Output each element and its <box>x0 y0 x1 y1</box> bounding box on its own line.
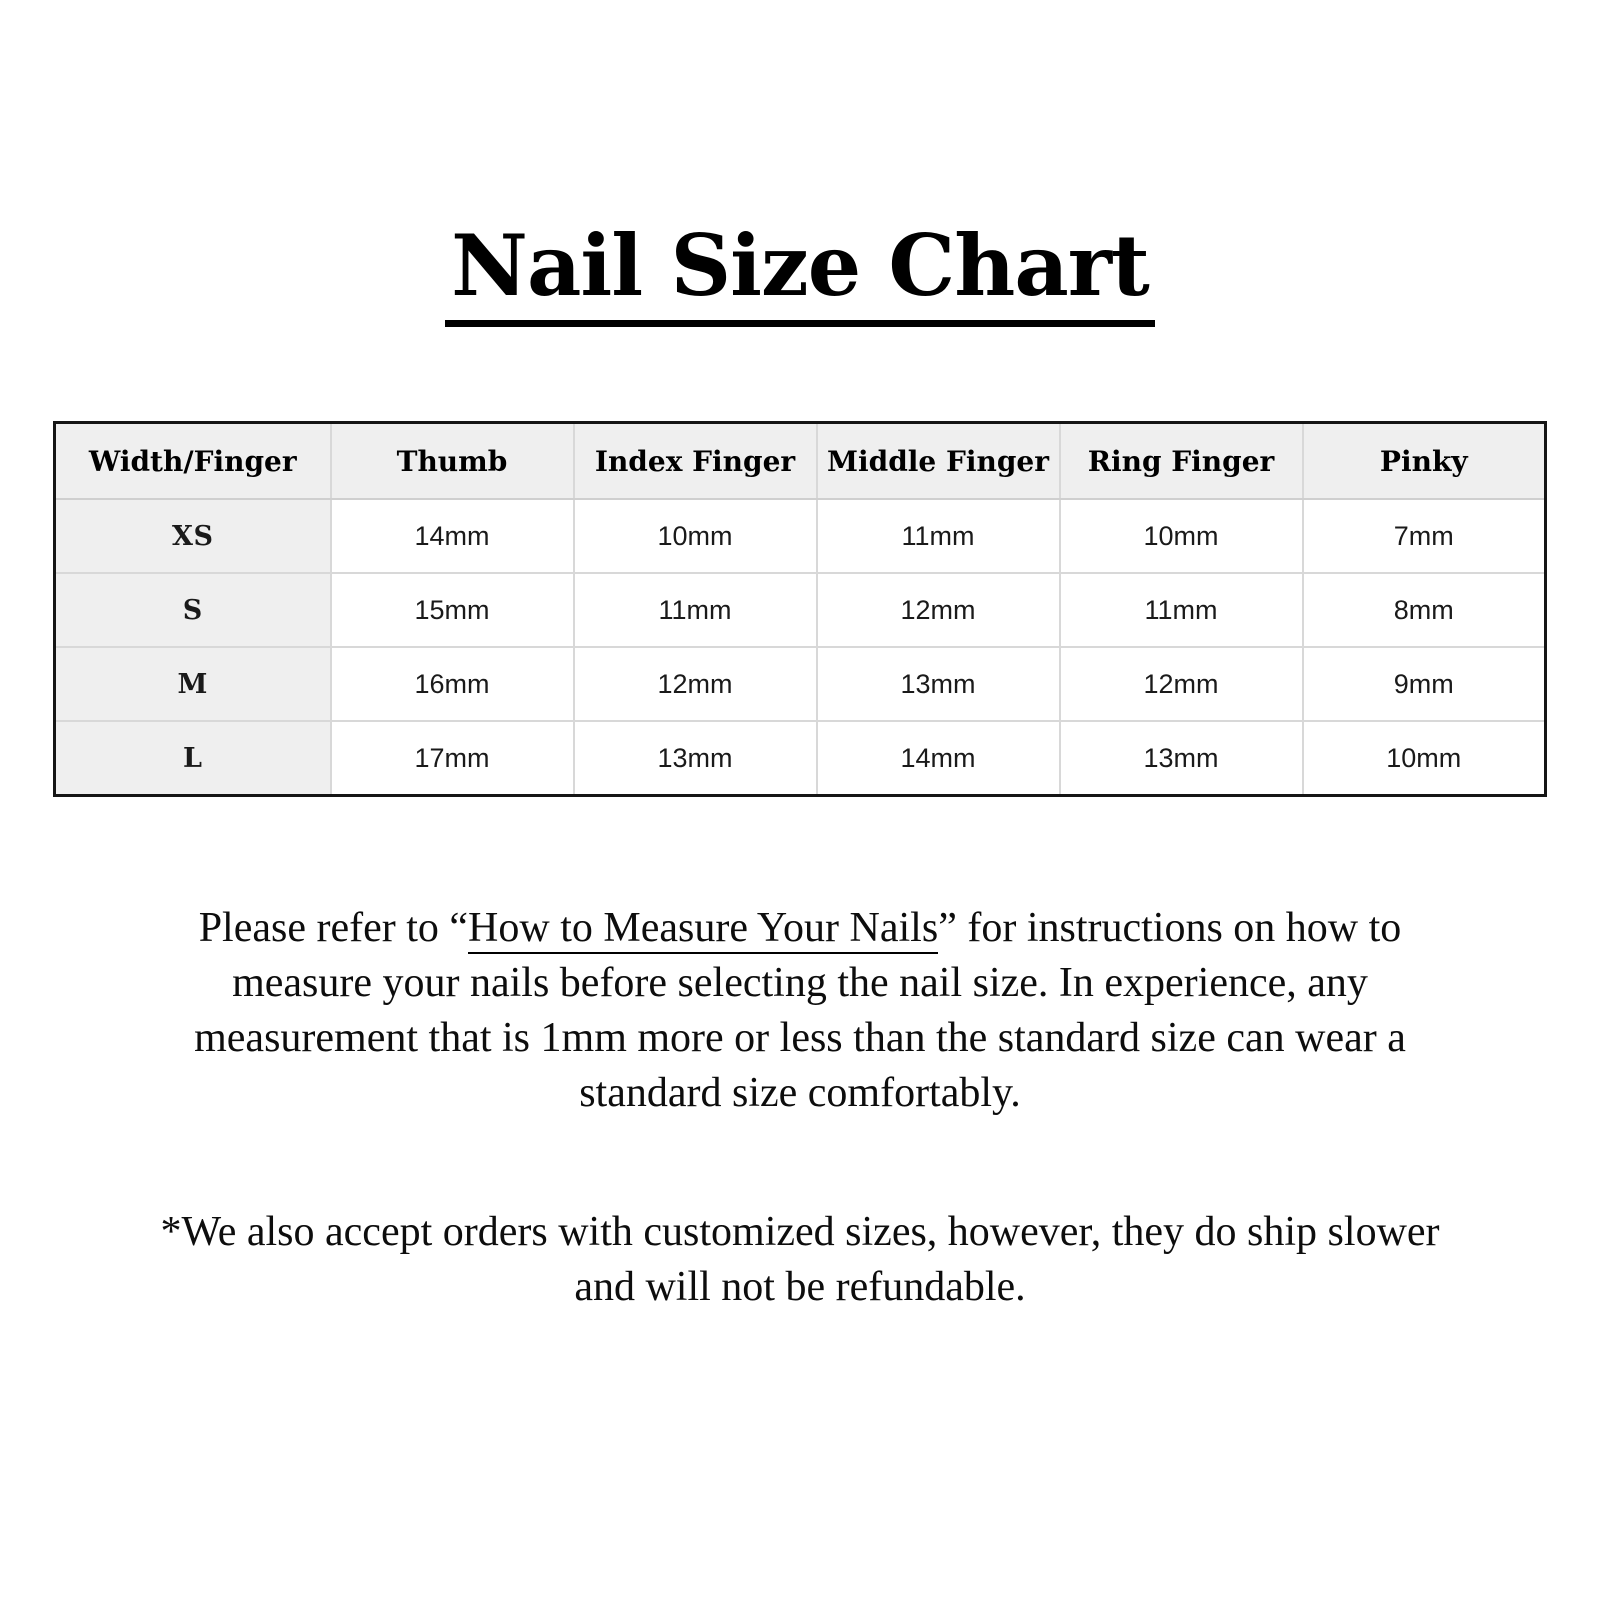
table-row <box>55 647 1546 721</box>
table-row <box>55 499 1546 573</box>
table-header <box>55 423 1546 500</box>
cell-thumb: 17mm <box>331 721 574 796</box>
cell-pinky: 8mm <box>1303 573 1546 647</box>
table-row <box>55 721 1546 796</box>
cell-index-finger: 12mm <box>574 647 817 721</box>
cell-middle-finger: 14mm <box>817 721 1060 796</box>
column-header-pinky: Pinky <box>1303 423 1546 500</box>
cell-index-finger: 10mm <box>574 499 817 573</box>
title-container <box>0 0 1600 327</box>
notes-section <box>130 901 1470 1315</box>
column-header-middle-finger: Middle Finger <box>817 423 1060 500</box>
measurement-note <box>130 901 1470 1121</box>
cell-middle-finger: 12mm <box>817 573 1060 647</box>
table-body <box>55 499 1546 796</box>
table-row <box>55 573 1546 647</box>
column-header-thumb: Thumb <box>331 423 574 500</box>
note-text-after-link: ” for instructions on how to measure your nails before selecting the nail size. In experience, any measurement that is 1mm more or less than the standard size can wear a standard size comfortably. <box>194 905 1406 1117</box>
cell-thumb: 16mm <box>331 647 574 721</box>
row-size-label: S <box>55 573 331 647</box>
cell-middle-finger: 13mm <box>817 647 1060 721</box>
cell-pinky: 9mm <box>1303 647 1546 721</box>
column-header-ring-finger: Ring Finger <box>1060 423 1303 500</box>
cell-thumb: 14mm <box>331 499 574 573</box>
cell-pinky: 10mm <box>1303 721 1546 796</box>
table-header-row <box>55 423 1546 500</box>
page-title: Nail Size Chart <box>445 222 1155 327</box>
note-text-before-link: Please refer to “ <box>198 905 469 952</box>
column-header-width-finger: Width/Finger <box>55 423 331 500</box>
row-size-label: M <box>55 647 331 721</box>
cell-index-finger: 13mm <box>574 721 817 796</box>
nail-size-table <box>53 421 1547 797</box>
cell-pinky: 7mm <box>1303 499 1546 573</box>
cell-index-finger: 11mm <box>574 573 817 647</box>
row-size-label: L <box>55 721 331 796</box>
column-header-index-finger: Index Finger <box>574 423 817 500</box>
custom-size-note: *We also accept orders with customized sizes, however, they do ship slower and will not be refundable. <box>160 1209 1440 1311</box>
how-to-measure-link[interactable]: How to Measure Your Nails <box>468 905 938 954</box>
cell-ring-finger: 12mm <box>1060 647 1303 721</box>
cell-ring-finger: 10mm <box>1060 499 1303 573</box>
cell-thumb: 15mm <box>331 573 574 647</box>
cell-ring-finger: 11mm <box>1060 573 1303 647</box>
row-size-label: XS <box>55 499 331 573</box>
cell-middle-finger: 11mm <box>817 499 1060 573</box>
size-table-container <box>53 421 1547 797</box>
cell-ring-finger: 13mm <box>1060 721 1303 796</box>
